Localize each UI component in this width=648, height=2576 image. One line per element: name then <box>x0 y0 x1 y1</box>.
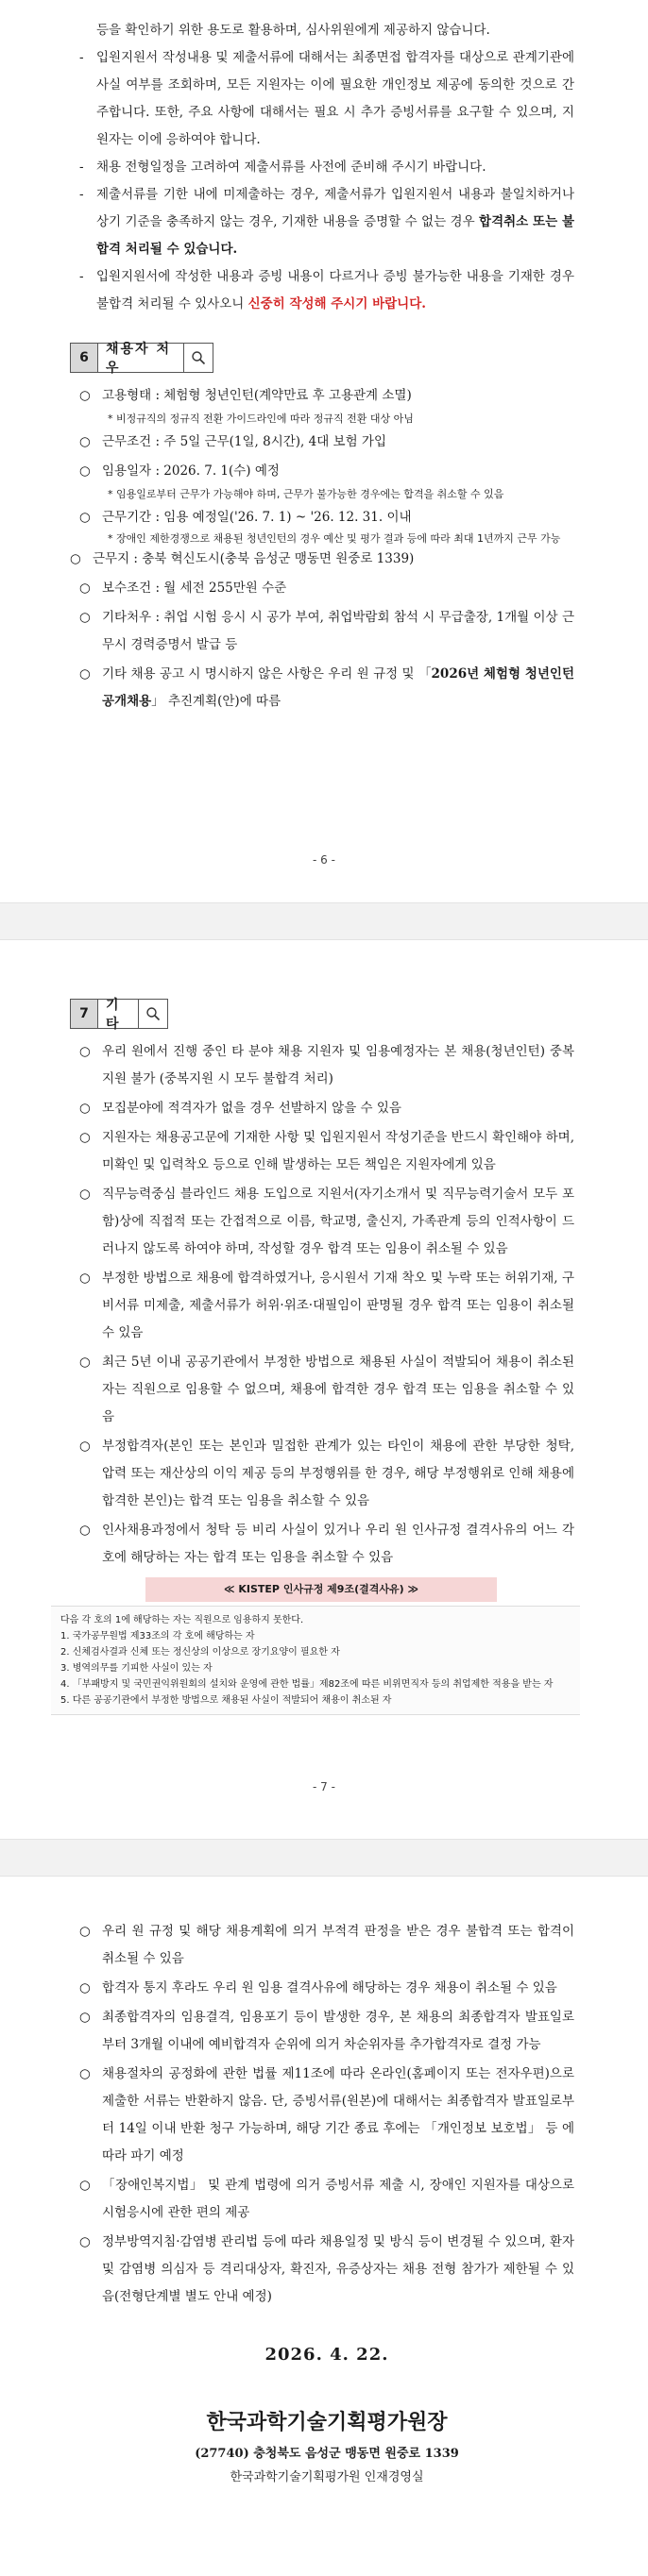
section-header-etc <box>70 998 168 1032</box>
section-number: 7 <box>71 1000 98 1028</box>
circle-marker: ○ <box>79 2066 91 2081</box>
item-text: 기타 채용 공고 시 명시하지 않은 사항은 우리 원 규정 및 「 <box>102 666 432 682</box>
bold-warning-text: 합격취소 또는 불합격 처리될 수 있습니다. <box>96 214 574 257</box>
intro-line: 등을 확인하기 위한 용도로 활용하며, 심사위원에게 제공하지 않습니다. <box>96 23 490 38</box>
list-item <box>79 2061 574 2170</box>
item-text: 근무기간 : 임용 예정일('26. 7. 1) ~ '26. 12. 31. 이내 <box>102 510 412 525</box>
dash-marker: - <box>79 269 84 284</box>
list-item <box>79 2229 574 2311</box>
list-item <box>79 504 574 531</box>
document-page-8 <box>0 1877 648 2576</box>
item-text: 임용일자 : 2026. 7. 1(수) 예정 <box>102 463 280 479</box>
section-number: 6 <box>71 344 98 372</box>
circle-marker: ○ <box>70 551 81 566</box>
item-text: 근무지 : 충북 혁신도시(충북 음성군 맹동면 원중로 1339) <box>93 551 415 566</box>
circle-marker: ○ <box>79 1980 91 1995</box>
list-item <box>79 2004 574 2059</box>
kistep-rule-line: 4. 「부패방지 및 국민권익위원회의 설치와 운영에 관한 법률」제82조에 따른 비위면직자 등의 취업제한 적용을 받는 자 <box>60 1679 554 1690</box>
list-item <box>79 1265 574 1347</box>
bullet-text: 제출서류를 기한 내에 미제출하는 경우, 제출서류가 입원지원서 내용과 불일치하거나 상기 기준을 충족하지 않는 경우, 기재한 내용을 증명할 수 없는 경우 <box>96 187 574 229</box>
section-header-treatment <box>70 342 213 376</box>
section-title: 기 타 <box>106 998 121 1032</box>
dash-marker: - <box>79 187 84 202</box>
etc-list <box>79 1038 574 1572</box>
circle-marker: ○ <box>79 1523 91 1538</box>
circle-marker: ○ <box>79 1044 91 1059</box>
circle-marker: ○ <box>79 610 91 625</box>
list-item <box>79 1038 574 1093</box>
circle-marker: ○ <box>79 1439 91 1454</box>
item-text: 채용절차의 공정화에 관한 법률 제11조에 따라 온라인(홈페이지 또는 전자우편)으로 제출한 서류는 반환하지 않음. 단, 증빙서류(원본)에 대해서는 최종합격자 발표일로부터 14일 이내 반환 청구 가능하며, 해당 기간 종료 후에는 「개인정보 보호법」 등 에 따라 파기 예정 <box>102 2066 574 2164</box>
magnifier-icon <box>138 1000 167 1028</box>
announcement-date: 2026. 4. 22. <box>264 2345 389 2365</box>
list-item <box>79 661 574 716</box>
bullet-text: 입원지원서 작성내용 및 제출서류에 대해서는 최종면접 합격자를 대상으로 관계기관에 사실 여부를 조회하며, 모든 지원자는 이에 필요한 개인정보 제공에 동의한 것으로 간주합니다. 또한, 주요 사항에 대해서는 필요 시 추가 증빙서류를 요구할 수 있으며, 지원자는 이에 응하여야 합니다. <box>96 50 574 147</box>
circle-marker: ○ <box>79 1924 91 1939</box>
circle-marker: ○ <box>79 434 91 449</box>
item-text: 최종합격자의 임용결격, 임용포기 등이 발생한 경우, 본 채용의 최종합격자 발표일로부터 3개월 이내에 예비합격자 순위에 의거 차순위자를 추가합격자로 결정 가능 <box>102 2010 574 2052</box>
item-text: 고용형태 : 체험형 청년인턴(계약만료 후 고용관계 소멸) <box>102 388 412 403</box>
item-text: 기타처우 : 취업 시험 응시 시 공가 부여, 취업박람회 참석 시 무급출장, 1개월 이상 근무시 경력증명서 발급 등 <box>102 610 574 652</box>
list-item <box>79 1517 574 1572</box>
item-text: 합격자 통지 후라도 우리 원 임용 결격사유에 해당하는 경우 채용이 취소될 수 있음 <box>102 1980 557 1995</box>
page-number: - 7 - <box>313 1780 335 1793</box>
item-text: 지원자는 채용공고문에 기재한 사항 및 입원지원서 작성기준을 반드시 확인해야 하며, 미확인 및 입력착오 등으로 인해 발생하는 모든 책임은 지원자에게 있음 <box>102 1130 574 1172</box>
item-text: 부정한 방법으로 채용에 합격하였거나, 응시원서 기재 착오 및 누락 또는 허위기재, 구비서류 미제출, 제출서류가 허위·위조·대필임이 판명될 경우 합격 또는 임용이 취소될 수 있음 <box>102 1271 574 1340</box>
etc-list-continued <box>79 1918 574 2311</box>
page-number: - 6 - <box>313 853 335 867</box>
document-page-6 <box>0 0 648 902</box>
dash-marker: - <box>79 160 84 175</box>
list-item <box>79 1975 574 2002</box>
list-item <box>79 429 574 456</box>
kistep-rule-box <box>51 1606 580 1715</box>
list-item <box>79 1124 574 1179</box>
list-item <box>79 1433 574 1515</box>
item-text: 우리 원에서 진행 중인 타 분야 채용 지원자 및 임용예정자는 본 채용(청년인턴) 중복지원 불가 (중복지원 시 모두 불합격 처리) <box>102 1044 574 1086</box>
magnifier-icon <box>183 344 213 372</box>
item-text: 보수조건 : 월 세전 255만원 수준 <box>102 581 287 596</box>
item-note: * 임용일로부터 근무가 가능해야 하며, 근무가 불가능한 경우에는 합격을 취소할 수 있음 <box>108 488 504 500</box>
list-item-location <box>70 546 574 573</box>
dash-marker: - <box>79 50 84 65</box>
list-item <box>79 2172 574 2227</box>
item-text: 「장애인복지법」 및 관계 법령에 의거 증빙서류 제출 시, 장애인 지원자를 대상으로 시험응시에 관한 편의 제공 <box>102 2178 574 2220</box>
circle-marker: ○ <box>79 2010 91 2025</box>
list-item <box>79 458 574 485</box>
list-item <box>79 1918 574 1973</box>
item-text: 부정합격자(본인 또는 본인과 밀접한 관계가 있는 타인이 채용에 관한 부당한 청탁, 압력 또는 재산상의 이익 제공 등의 부정행위를 한 경우, 해당 부정행위로 인해 채용에 합격한 본인)는 합격 또는 임용을 취소할 수 있음 <box>102 1439 574 1508</box>
item-text: 우리 원 규정 및 해당 채용계획에 의거 부적격 판정을 받은 경우 불합격 또는 합격이 취소될 수 있음 <box>102 1924 574 1966</box>
kistep-rule-line: 다음 각 호의 1에 해당하는 자는 직원으로 임용하지 못한다. <box>60 1615 304 1625</box>
bullet-text: 입원지원서에 작성한 내용과 증빙 내용이 다르거나 증빙 불가능한 내용을 기재한 경우 불합격 처리될 수 있사오니 <box>96 269 574 311</box>
organization-team: 한국과학기술기획평가원 인재경영실 <box>230 2470 424 2484</box>
bullet-item <box>79 181 574 263</box>
kistep-rule-line: 2. 신체검사결과 신체 또는 정신상의 이상으로 장기요양이 필요한 자 <box>60 1647 340 1658</box>
bullet-item <box>79 44 574 154</box>
bullet-item <box>79 263 574 318</box>
section-title: 채용자 처우 <box>106 342 171 376</box>
item-text: 모집분야에 적격자가 없을 경우 선발하지 않을 수 있음 <box>102 1101 401 1116</box>
page-separator <box>0 1839 648 1877</box>
circle-marker: ○ <box>79 2178 91 2193</box>
circle-marker: ○ <box>79 1355 91 1370</box>
item-text: 정부방역지침·감염병 관리법 등에 따라 채용일정 및 방식 등이 변경될 수 있으며, 환자 및 감염병 의심자 등 격리대상자, 확진자, 유증상자는 채용 전형 참가가 제한될 수 있음(전형단계별 별도 안내 예정) <box>102 2234 574 2304</box>
circle-marker: ○ <box>79 388 91 403</box>
list-item <box>79 575 574 602</box>
list-item <box>79 382 574 410</box>
item-note: * 장애인 제한경쟁으로 채용된 청년인턴의 경우 예산 및 평가 결과 등에 따라 최대 1년까지 근무 가능 <box>108 532 561 545</box>
circle-marker: ○ <box>79 1271 91 1286</box>
organization-head: 한국과학기술기획평가원장 <box>206 2411 448 2434</box>
circle-marker: ○ <box>79 2234 91 2249</box>
circle-marker: ○ <box>79 463 91 479</box>
circle-marker: ○ <box>79 666 91 682</box>
bullet-item <box>79 154 574 181</box>
list-item <box>79 1349 574 1431</box>
circle-marker: ○ <box>79 1101 91 1116</box>
kistep-rule-line: 5. 다른 공공기관에서 부정한 방법으로 채용된 사실이 적발되어 채용이 취소된 자 <box>60 1695 392 1706</box>
bold-plan-title: 2026년 체험형 청년인턴 공개채용 <box>102 666 574 709</box>
organization-address: (27740) 충청북도 음성군 맹동면 원중로 1339 <box>195 2447 459 2461</box>
item-text: 최근 5년 이내 공공기관에서 부정한 방법으로 채용된 사실이 적발되어 채용이 취소된 자는 직원으로 임용할 수 없으며, 채용에 합격한 경우 합격 또는 임용을 취소할 수 있음 <box>102 1355 574 1424</box>
circle-marker: ○ <box>79 1130 91 1145</box>
item-text: 직무능력중심 블라인드 채용 도입으로 지원서(자기소개서 및 직무능력기술서 모두 포함)상에 직접적 또는 간접적으로 이름, 학교명, 출신지, 가족관계 등의 인적사항이 드러나지 않도록 하여야 하며, 작성할 경우 합격 또는 임용이 취소될 수 있음 <box>102 1187 574 1256</box>
circle-marker: ○ <box>79 581 91 596</box>
item-note: * 비정규직의 정규직 전환 가이드라인에 따라 정규직 전환 대상 아님 <box>108 412 414 425</box>
circle-marker: ○ <box>79 510 91 525</box>
circle-marker: ○ <box>79 1187 91 1202</box>
list-item <box>79 604 574 659</box>
treatment-list <box>70 382 574 716</box>
item-text: 」 추진계획(안)에 따름 <box>151 694 281 709</box>
kistep-rule-line: 3. 병역의무를 기피한 사실이 있는 자 <box>60 1663 213 1674</box>
item-text: 근무조건 : 주 5일 근무(1일, 8시간), 4대 보험 가입 <box>102 434 387 449</box>
page-separator <box>0 902 648 940</box>
red-warning-text: 신중히 작성해 주시기 바랍니다. <box>247 296 426 311</box>
list-item <box>79 1181 574 1263</box>
bullet-text: 채용 전형일정을 고려하여 제출서류를 사전에 준비해 주시기 바랍니다. <box>96 160 486 175</box>
list-item <box>79 1095 574 1122</box>
kistep-rule-title: ≪ KISTEP 인사규정 제9조(결격사유) ≫ <box>145 1577 497 1602</box>
document-page-7 <box>0 940 648 1839</box>
item-text: 인사채용과정에서 청탁 등 비리 사실이 있거나 우리 원 인사규정 결격사유의 어느 각 호에 해당하는 자는 합격 또는 임용을 취소할 수 있음 <box>102 1523 574 1565</box>
kistep-rule-line: 1. 국가공무원법 제33조의 각 호에 해당하는 자 <box>60 1631 255 1642</box>
